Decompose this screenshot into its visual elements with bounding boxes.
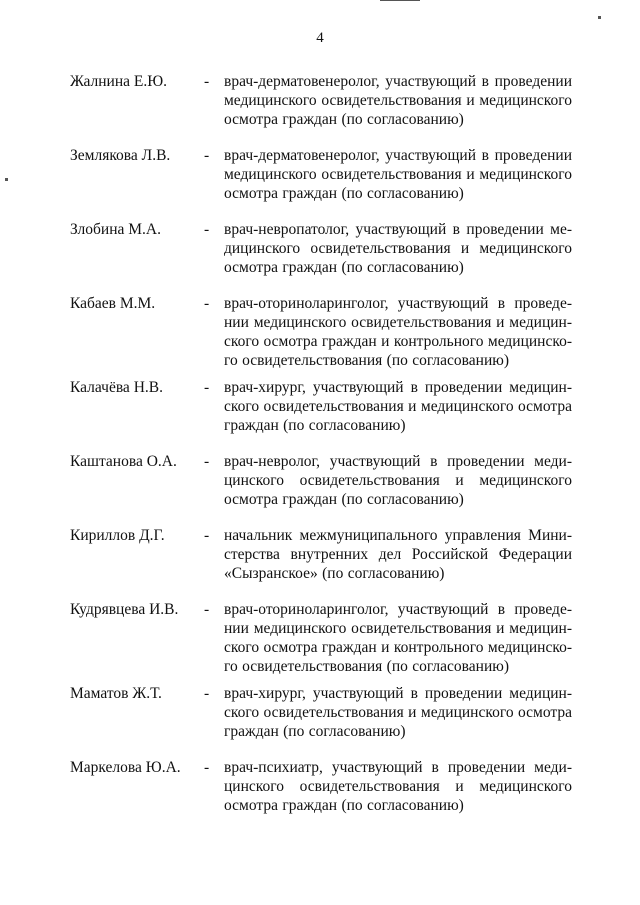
role-line: го освидетельствования (по согласованию)	[224, 352, 510, 369]
list-item	[0, 600, 640, 684]
dash-separator: -	[204, 759, 210, 776]
scan-mark	[598, 16, 601, 19]
role-line: медицинского освидетельствования и медицинского	[224, 166, 572, 183]
role-line: дицинского освидетельствования и медицинского	[224, 240, 572, 257]
role-line: го освидетельствования (по согласованию)	[224, 658, 510, 675]
role-line: ского осмотра граждан и контрольного медицинско-	[224, 333, 572, 350]
dash-separator: -	[204, 601, 210, 618]
role-line: начальник межмуниципального управления Мини-	[224, 527, 572, 544]
scan-mark	[380, 0, 420, 1]
member-role	[224, 684, 572, 741]
dash-separator: -	[204, 73, 210, 90]
role-line: врач-невропатолог, участвующий в проведении ме-	[224, 221, 572, 238]
list-item	[0, 526, 640, 600]
member-role	[224, 294, 572, 370]
role-line: «Сызранское» (по согласованию)	[224, 565, 445, 582]
member-name: Каштанова О.А.	[70, 453, 177, 470]
role-line: врач-хирург, участвующий в проведении медицин-	[224, 685, 572, 702]
member-name: Злобина М.А.	[70, 221, 162, 238]
dash-separator: -	[204, 147, 210, 164]
member-role	[224, 526, 572, 583]
list-item	[0, 378, 640, 452]
list-item	[0, 72, 640, 146]
member-list	[0, 72, 640, 832]
role-line: ского освидетельствования и медицинского осмотра	[224, 704, 572, 721]
list-item	[0, 452, 640, 526]
role-line: стерства внутренних дел Российской Федерации	[224, 546, 572, 563]
dash-separator: -	[204, 221, 210, 238]
member-role	[224, 600, 572, 676]
role-line: цинского освидетельствования и медицинского	[224, 472, 572, 489]
role-line: ского осмотра граждан и контрольного медицинско-	[224, 639, 572, 656]
role-line: врач-дерматовенеролог, участвующий в проведении	[224, 147, 572, 164]
dash-separator: -	[204, 379, 210, 396]
role-line: врач-дерматовенеролог, участвующий в проведении	[224, 73, 572, 90]
role-line: граждан (по согласованию)	[224, 723, 406, 740]
list-item	[0, 684, 640, 758]
member-name: Землякова Л.В.	[70, 147, 171, 164]
member-role	[224, 378, 572, 435]
member-role	[224, 758, 572, 815]
role-line: осмотра граждан (по согласованию)	[224, 111, 464, 128]
role-line: нии медицинского освидетельствования и медицин-	[224, 314, 572, 331]
member-role	[224, 220, 572, 277]
dash-separator: -	[204, 685, 210, 702]
role-line: врач-невролог, участвующий в проведении меди-	[224, 453, 572, 470]
list-item	[0, 294, 640, 378]
member-name: Маматов Ж.Т.	[70, 685, 162, 702]
role-line: врач-хирург, участвующий в проведении медицин-	[224, 379, 572, 396]
member-role	[224, 146, 572, 203]
role-line: ского освидетельствования и медицинского осмотра	[224, 398, 572, 415]
role-line: осмотра граждан (по согласованию)	[224, 491, 464, 508]
role-line: осмотра граждан (по согласованию)	[224, 259, 464, 276]
member-name: Кабаев М.М.	[70, 295, 156, 312]
member-name: Кириллов Д.Г.	[70, 527, 165, 544]
list-item	[0, 220, 640, 294]
member-name: Калачёва Н.В.	[70, 379, 163, 396]
page-number: 4	[316, 30, 324, 46]
role-line: нии медицинского освидетельствования и медицин-	[224, 620, 572, 637]
dash-separator: -	[204, 527, 210, 544]
role-line: осмотра граждан (по согласованию)	[224, 797, 464, 814]
dash-separator: -	[204, 295, 210, 312]
role-line: осмотра граждан (по согласованию)	[224, 185, 464, 202]
list-item	[0, 146, 640, 220]
member-name: Жалнина Е.Ю.	[70, 73, 168, 90]
role-line: врач-оториноларинголог, участвующий в проведе-	[224, 601, 572, 618]
role-line: врач-психиатр, участвующий в проведении меди-	[224, 759, 572, 776]
list-item	[0, 758, 640, 832]
role-line: граждан (по согласованию)	[224, 417, 406, 434]
member-name: Маркелова Ю.А.	[70, 759, 181, 776]
role-line: врач-оториноларинголог, участвующий в проведе-	[224, 295, 572, 312]
member-role	[224, 452, 572, 509]
dash-separator: -	[204, 453, 210, 470]
role-line: медицинского освидетельствования и медицинского	[224, 92, 572, 109]
member-name: Кудрявцева И.В.	[70, 601, 179, 618]
member-role	[224, 72, 572, 129]
role-line: цинского освидетельствования и медицинского	[224, 778, 572, 795]
